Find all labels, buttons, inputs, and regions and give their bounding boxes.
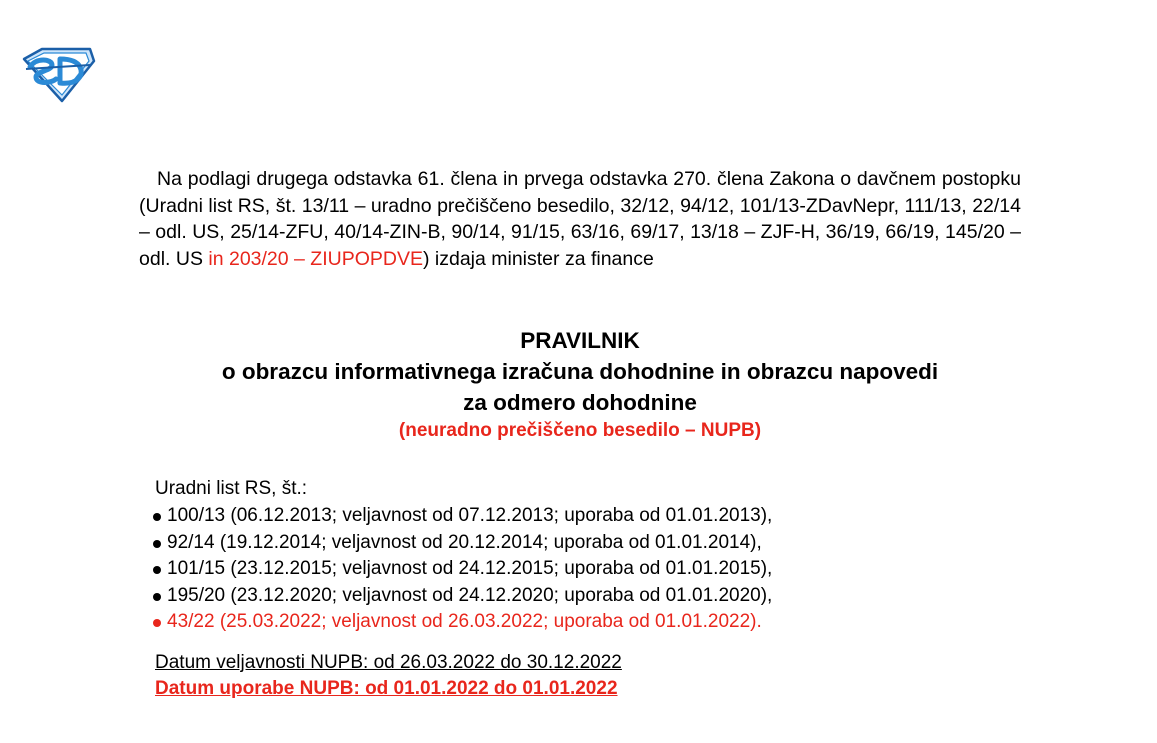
sd-shield-logo-icon	[22, 47, 96, 103]
bullet-icon	[153, 619, 161, 627]
bullet-icon	[153, 513, 161, 521]
gazette-item-text: 101/15 (23.12.2015; veljavnost od 24.12.2015; uporaba od 01.01.2015),	[167, 558, 773, 579]
document-consolidated-note: (neuradno prečiščeno besedilo – NUPB)	[398, 420, 762, 441]
gazette-list	[153, 503, 772, 636]
gazette-item-text: 195/20 (23.12.2020; veljavnost od 24.12.2020; uporaba od 01.01.2020),	[167, 584, 773, 606]
gazette-item	[153, 583, 772, 610]
gazette-item	[153, 530, 772, 557]
validity-date: Datum veljavnosti NUPB: od 26.03.2022 do 30.12.2022	[155, 652, 622, 673]
bullet-icon	[153, 566, 161, 574]
gazette-label: Uradni list RS, št.:	[155, 478, 308, 499]
gazette-item-text: 43/22 (25.03.2022; veljavnost od 26.03.2022; uporaba od 01.01.2022).	[167, 611, 762, 632]
document-subject-line-2: za odmero dohodnine	[463, 390, 697, 415]
intro-paragraph	[139, 166, 1021, 272]
title-block	[139, 325, 1021, 444]
document-title: PRAVILNIK	[520, 328, 640, 353]
bullet-icon	[153, 540, 161, 548]
gazette-item	[153, 503, 772, 530]
gazette-item-latest	[153, 609, 772, 636]
use-date: Datum uporabe NUPB: od 01.01.2022 do 01.01.2022	[155, 678, 618, 699]
document-subject-line-1: o obrazcu informativnega izračuna dohodnine in obrazcu napovedi	[221, 359, 939, 384]
intro-amendment-text: in 203/20 – ZIUPOPDVE	[208, 247, 423, 270]
intro-text: Na podlagi drugega odstavka 61. člena in prvega odstavka 270. člena Zakona o davčnem postopku (Uradni list RS, št. 13/11 – uradno prečiščeno besedilo, 32/12, 94/12, 101/13-ZDavNepr, 111/13, 22/14 – odl. US, 25/14-ZFU, 40/14-ZIN-B, 90/14, 91/15, 63/16, 69/17, 13/18 – ZJF-H, 36/19, 66/19, 145/20 – odl. US	[139, 168, 1021, 270]
gazette-item-text: 92/14 (19.12.2014; veljavnost od 20.12.2014; uporaba od 01.01.2014),	[167, 531, 762, 553]
validity-dates	[155, 650, 622, 702]
bullet-icon	[153, 593, 161, 601]
gazette-item-text: 100/13 (06.12.2013; veljavnost od 07.12.2013; uporaba od 01.01.2013),	[167, 505, 773, 526]
intro-ending-text: ) izdaja minister za finance	[422, 247, 654, 270]
gazette-item	[153, 556, 772, 583]
